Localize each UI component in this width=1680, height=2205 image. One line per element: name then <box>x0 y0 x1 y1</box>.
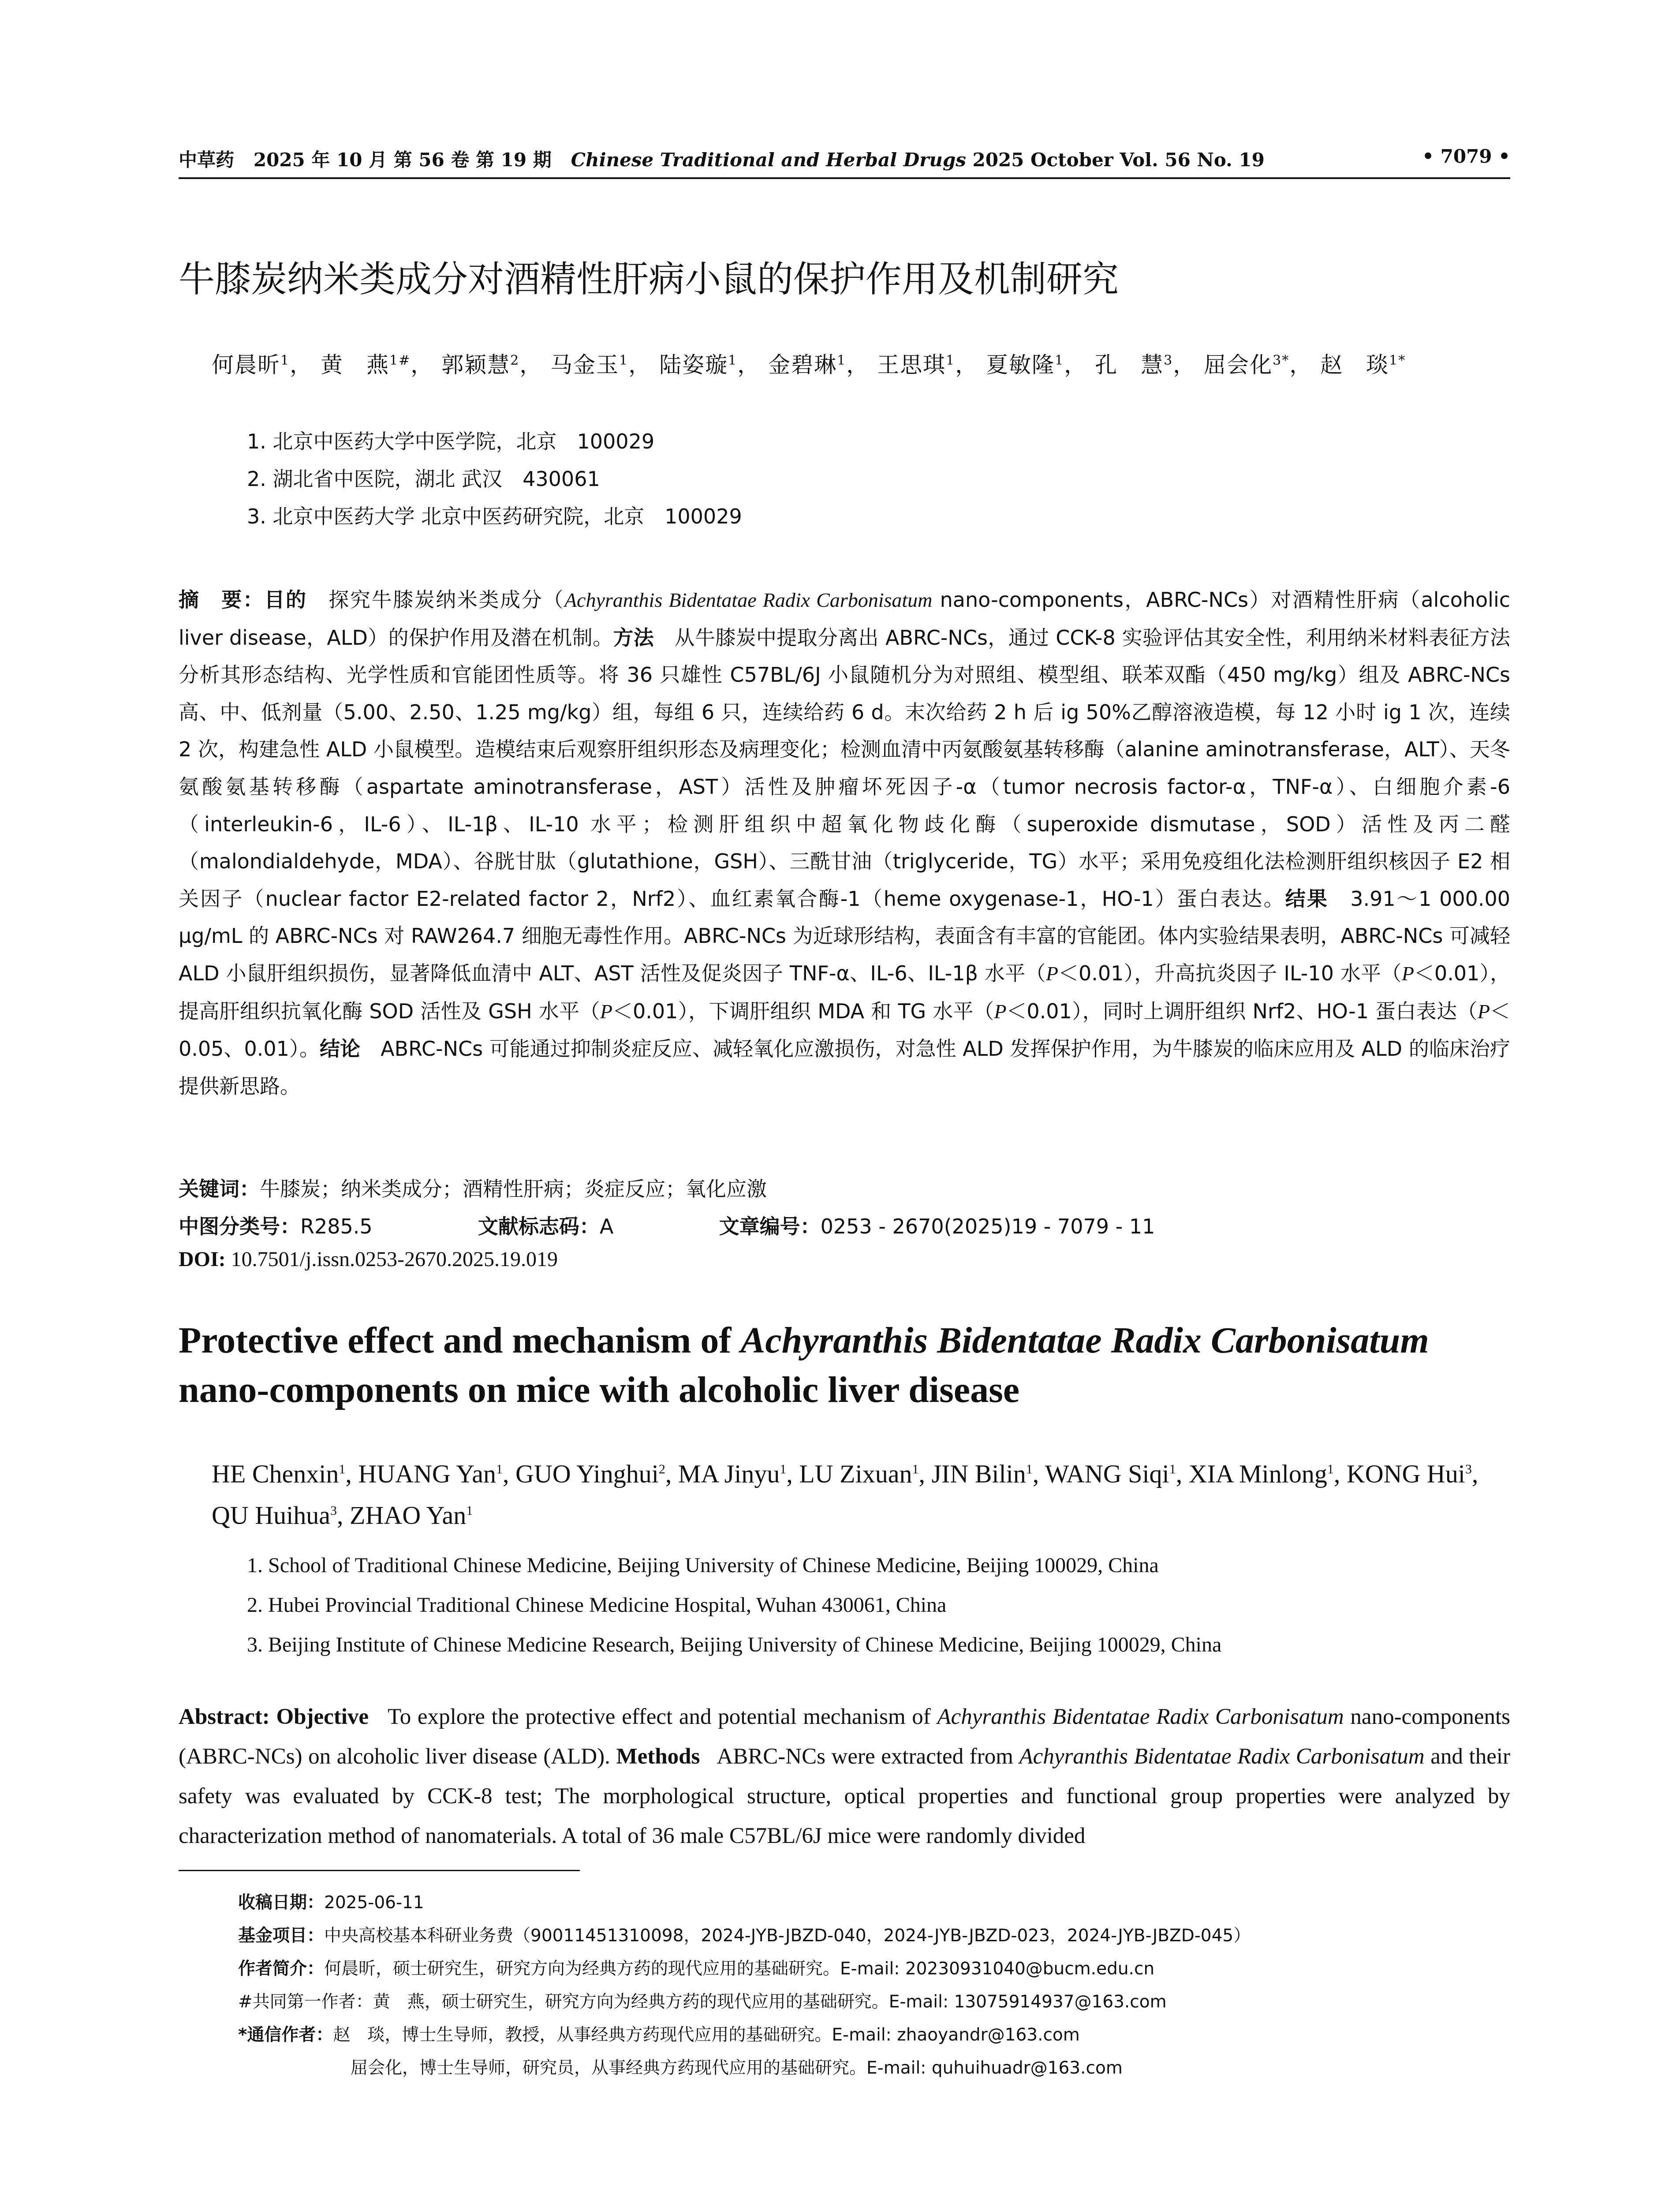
objective-text-cn-2: nano-components，ABRC-NCs）对酒精性肝病（alcoholic liver disease，ALD）的保护作用及潜在机制。 <box>179 588 1511 650</box>
clc-label: 中图分类号： <box>179 1215 300 1238</box>
author-sup: 1 <box>1327 1462 1334 1476</box>
conclusion-text-cn: ABRC-NCs 可能通过抑制炎症反应、减轻氧化应激损伤，对急性 ALD 发挥保护作用，为牛膝炭的临床应用及 ALD 的临床治疗提供新思路。 <box>179 1037 1511 1098</box>
abstract-en <box>179 1697 1510 1856</box>
header-rule <box>179 177 1510 179</box>
author-sup: 1 <box>946 353 956 368</box>
author-bio-value: 何晨昕，硕士研究生，研究方向为经典方药的现代应用的基础研究。E-mail: 20230931040@bucm.edu.cn <box>324 1959 1155 1979</box>
author-sup: 1 <box>837 353 847 368</box>
methods-label-cn: 方法 <box>613 625 654 650</box>
author-en: GUO Yinghui <box>515 1459 659 1488</box>
objective-text-cn: 探究牛膝炭纳米类成分（ <box>329 588 564 612</box>
affiliation-cn-1: 1. 北京中医药大学中医学院，北京 100029 <box>247 430 655 453</box>
author-cn: 王思琪 <box>877 352 946 378</box>
doi-label: DOI: <box>179 1248 226 1271</box>
authors-en: HE Chenxin$^1$, HUANG Yan$^1$, GUO Yinghui$^2$, MA Jinyu$^1$, LU Zixuan$^1$, JIN Bilin$^1$, WANG Siqi$^1$, XIA Minlong$^1$, KONG Hui$^3$, QU Huihua$^3$, ZHAO Yan$^1$ <box>212 1459 1478 1530</box>
author-sup: 2 <box>658 1462 665 1476</box>
page-number: • 7079 • <box>1422 146 1510 167</box>
author-en: MA Jinyu <box>678 1459 780 1488</box>
author-sup: 2 <box>510 353 520 368</box>
doi-line <box>179 1247 558 1271</box>
title-en <box>179 1316 1510 1415</box>
article-no-label: 文章编号： <box>719 1215 821 1238</box>
footnote-received <box>238 1889 424 1913</box>
methods-text-en-2: and their safety was evaluated by CCK-8 test; The morphological structure, optical properties and functional group properties were analyzed by characterization method of nanomaterials. A total of 36 male C57BL/6J mice were randomly divided <box>179 1744 1510 1848</box>
objective-label-cn: 目的 <box>264 588 307 612</box>
classification-line <box>179 1211 1155 1240</box>
title-cn: 牛膝炭纳米类成分对酒精性肝病小鼠的保护作用及机制研究 <box>179 258 1119 300</box>
p-symbol: P <box>1045 962 1058 985</box>
author-en: JIN Bilin <box>931 1459 1026 1488</box>
species-name-en: Achyranthis Bidentatae Radix Carbonisatum <box>1019 1744 1425 1769</box>
received-value: 2025-06-11 <box>324 1893 424 1913</box>
p-symbol: P <box>600 1000 612 1023</box>
authors-cn: 何晨昕$^1$， 黄 燕$^{1\#}$， 郭颖慧$^2$， 马金玉$^1$， 陆姿璇$^1$， 金碧琳$^1$， 王思琪$^1$， 夏敏隆$^1$， 孔 慧$^3$， 屈会化$^{3*}$， 赵 琰$^{1*}$ <box>212 352 1406 378</box>
author-en: WANG Siqi <box>1045 1459 1169 1488</box>
results-text-cn: ＜0.05、0.01）。 <box>179 999 1510 1061</box>
author-sup: 1 <box>496 1462 503 1476</box>
author-en: HUANG Yan <box>358 1459 496 1488</box>
author-sup: 1# <box>389 353 411 368</box>
author-cn: 夏敏隆 <box>986 352 1055 378</box>
issue-en: 2025 October Vol. 56 No. 19 <box>972 149 1265 171</box>
author-sup: 1 <box>912 1462 919 1476</box>
abstract-label-cn: 摘 要： <box>179 588 265 612</box>
footnote-cofirst <box>238 1988 1167 2013</box>
doc-code-label: 文献标志码： <box>478 1215 600 1238</box>
author-sup: 1 <box>466 1503 473 1518</box>
title-en-species: Achyranthis Bidentatae Radix Carbonisatum <box>740 1320 1429 1361</box>
author-sup: 1 <box>728 353 738 368</box>
received-label: 收稿日期： <box>238 1893 325 1913</box>
author-en: HE Chenxin <box>212 1459 339 1488</box>
p-symbol: P <box>1477 1000 1490 1023</box>
author-cn: 孔 慧 <box>1095 352 1164 378</box>
p-symbol: P <box>994 1000 1007 1023</box>
author-cn: 金碧琳 <box>768 352 837 378</box>
footnote-rule <box>179 1870 580 1871</box>
author-en: XIA Minlong <box>1188 1459 1327 1488</box>
keywords-value: 牛膝炭；纳米类成分；酒精性肝病；炎症反应；氧化应激 <box>260 1177 767 1201</box>
author-cn: 何晨昕 <box>212 352 280 378</box>
abstract-cn <box>179 581 1510 1105</box>
results-label-cn: 结果 <box>1285 886 1329 911</box>
fund-label: 基金项目： <box>238 1926 325 1946</box>
journal-name-cn: 中草药 <box>179 149 235 171</box>
footnote-corresponding <box>238 2021 1080 2046</box>
author-sup: 1 <box>280 353 290 368</box>
journal-name-en: Chinese Traditional and Herbal Drugs <box>571 149 966 171</box>
title-en-part1: Protective effect and mechanism of <box>179 1320 741 1361</box>
objective-text-en: To explore the protective effect and potential mechanism of <box>388 1704 937 1729</box>
cofirst-label: #共同第一作者： <box>238 1992 373 2012</box>
affiliation-en-3: 3. Beijing Institute of Chinese Medicine Research, Beijing University of Chinese Medicine, Beijing 100029, China <box>247 1633 1222 1656</box>
author-cn: 马金玉 <box>550 352 620 378</box>
affiliation-en-2: 2. Hubei Provincial Traditional Chinese Medicine Hospital, Wuhan 430061, China <box>247 1593 947 1617</box>
author-sup: 1* <box>1389 353 1406 368</box>
author-en: KONG Hui <box>1346 1459 1465 1488</box>
fund-value: 中央高校基本科研业务费（90011451310098，2024-JYB-JBZD-040，2024-JYB-JBZD-023，2024-JYB-JBZD-045） <box>324 1926 1251 1946</box>
author-sup: 1 <box>619 353 629 368</box>
keywords-label: 关键词： <box>179 1177 260 1201</box>
title-en-part2: nano-components on mice with alcoholic liver disease <box>179 1369 1020 1410</box>
footnote-fund <box>238 1922 1251 1947</box>
results-text-cn: ＜0.01），提高肝组织抗氧化酶 SOD 活性及 GSH 水平（ <box>179 961 1511 1023</box>
abstract-label-en: Abstract: Objective <box>179 1704 369 1729</box>
author-cn: 屈会化 <box>1204 352 1273 378</box>
author-sup: 1 <box>1055 353 1064 368</box>
doi-value: 10.7501/j.issn.0253-2670.2025.19.019 <box>231 1248 558 1271</box>
header-left <box>179 146 1265 172</box>
corresponding-label: *通信作者： <box>238 2025 333 2045</box>
cofirst-value: 黄 燕，硕士研究生，研究方向为经典方药的现代应用的基础研究。E-mail: 13075914937@163.com <box>373 1992 1167 2012</box>
article-no-value: 0253 - 2670(2025)19 - 7079 - 11 <box>820 1215 1155 1238</box>
results-text-cn: 3.91～1 000.00 μg/mL 的 ABRC-NCs 对 RAW264.7 细胞无毒性作用。ABRC-NCs 为近球形结构，表面含有丰富的官能团。体内实验结果表明，ABRC-NCs 可减轻 ALD 小鼠肝组织损伤，显著降低血清中 ALT、AST 活性及促炎因子 TNF-α、IL-6、IL-1β 水平（ <box>179 886 1511 985</box>
objective-text-en-2: nano-components (ABRC-NCs) on alcoholic liver disease (ALD). <box>179 1704 1511 1769</box>
results-text-cn: ＜0.01），下调肝组织 MDA 和 TG 水平（ <box>612 999 994 1023</box>
methods-text-cn: 从牛膝炭中提取分离出 ABRC-NCs，通过 CCK-8 实验评估其安全性，利用纳米材料表征方法分析其形态结构、光学性质和官能团性质等。将 36 只雄性 C57BL/6J 小鼠随机分为对照组、模型组、联苯双酯（450 mg/kg）组及 ABRC-NCs 高、中、低剂量（5.00、2.50、1.25 mg/kg）组，每组 6 只，连续给药 6 d。末次给药 2 h 后 ig 50%乙醇溶液造模，每 12 小时 ig 1 次，连续 2 次，构建急性 ALD 小鼠模型。造模结束后观察肝组织形态及病理变化；检测血清中丙氨酸氨基转移酶（alanine aminotransferase，ALT）、天冬氨酸氨基转移酶（aspartate aminotransferase，AST）活性及肿瘤坏死因子-α（tumor necrosis factor-α，TNF-α）、白细胞介素-6（interleukin-6，IL-6）、IL-1β、IL-10 水平；检测肝组织中超氧化物歧化酶（superoxide dismutase，SOD）活性及丙二醛（malondialdehyde，MDA）、谷胱甘肽（glutathione，GSH）、三酰甘油（triglyceride，TG）水平；采用免疫组化法检测肝组织核因子 E2 相关因子（nuclear factor E2-related factor 2，Nrf2）、血红素氧合酶-1（heme oxygenase-1，HO-1）蛋白表达。 <box>179 625 1511 911</box>
affiliation-cn-2: 2. 湖北省中医院，湖北 武汉 430061 <box>247 467 600 491</box>
doc-code-value: A <box>599 1215 614 1238</box>
author-cn: 郭颖慧 <box>441 352 511 378</box>
affiliation-cn-3: 3. 北京中医药大学 北京中医药研究院，北京 100029 <box>247 505 742 528</box>
affiliation-en-1: 1. School of Traditional Chinese Medicine, Beijing University of Chinese Medicine, Beijing 100029, China <box>247 1554 1159 1577</box>
corresponding-value-1: 赵 琰，博士生导师，教授，从事经典方药现代应用的基础研究。E-mail: zhaoyandr@163.com <box>333 2025 1080 2045</box>
author-cn: 陆姿璇 <box>659 352 728 378</box>
author-sup: 3* <box>1273 353 1290 368</box>
author-sup: 3 <box>1164 353 1173 368</box>
author-en: LU Zixuan <box>799 1459 912 1488</box>
footnote-author <box>238 1955 1154 1980</box>
author-sup: 1 <box>339 1462 346 1476</box>
results-text-cn: ＜0.01），同时上调肝组织 Nrf2、HO-1 蛋白表达（ <box>1006 999 1478 1023</box>
footnote-corresponding-2: 屈会化，博士生导师，研究员，从事经典方药现代应用的基础研究。E-mail: quhuihuadr@163.com <box>351 2058 1123 2078</box>
author-cn: 赵 琰 <box>1320 352 1389 378</box>
p-symbol: P <box>1401 962 1414 985</box>
conclusion-label-cn: 结论 <box>320 1037 361 1061</box>
methods-label-en: Methods <box>616 1744 700 1769</box>
results-text-cn: ＜0.01），升高抗炎因子 IL-10 水平（ <box>1058 961 1402 985</box>
running-header <box>179 142 1510 173</box>
keywords <box>179 1173 767 1202</box>
methods-text-en: ABRC-NCs were extracted from <box>717 1744 1019 1769</box>
author-bio-label: 作者简介： <box>238 1959 325 1979</box>
author-sup: 1 <box>1026 1462 1033 1476</box>
author-sup: 3 <box>330 1503 337 1518</box>
author-sup: 1 <box>780 1462 787 1476</box>
author-sup: 3 <box>1465 1462 1472 1476</box>
clc-value: R285.5 <box>300 1215 373 1238</box>
author-sup: 1 <box>1169 1462 1176 1476</box>
author-en: ZHAO Yan <box>350 1501 467 1530</box>
author-cn: 黄 燕 <box>321 352 389 378</box>
species-name: Achyranthis Bidentatae Radix Carbonisatum <box>564 589 933 611</box>
author-en: QU Huihua <box>212 1501 331 1530</box>
issue-cn: 2025 年 10 月 第 56 卷 第 19 期 <box>253 149 552 171</box>
species-name-en: Achyranthis Bidentatae Radix Carbonisatum <box>937 1704 1344 1729</box>
